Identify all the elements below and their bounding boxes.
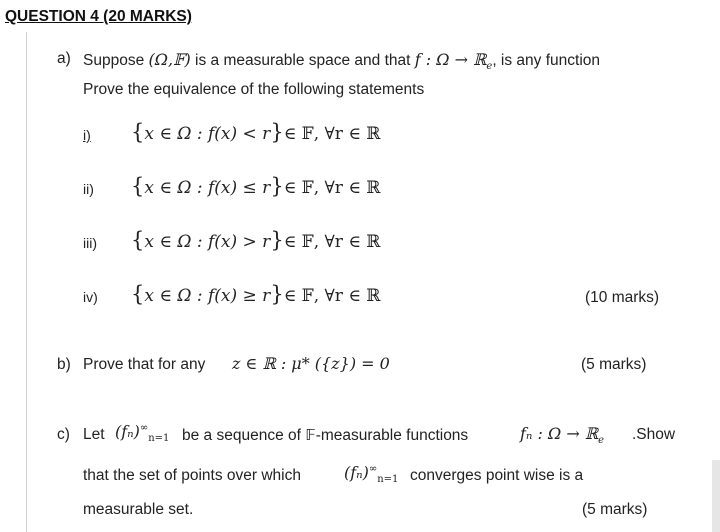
statement-1-num: i) (83, 127, 91, 143)
scroll-edge (712, 460, 720, 532)
part-c-text1: be a sequence of 𝔽-measurable functions (182, 426, 469, 444)
intro-mid: is a measurable space and that (195, 52, 411, 69)
statement-1: {x ∈ Ω : f(x) < r}∈ 𝔽, ∀r ∈ ℝ (131, 120, 381, 144)
statement-2: {x ∈ Ω : f(x) ≤ r}∈ 𝔽, ∀r ∈ ℝ (131, 174, 381, 198)
statement-3-num: iii) (83, 235, 97, 251)
intro-before: Suppose (83, 52, 145, 69)
field-symbol: 𝔽 (305, 426, 316, 444)
statement-4-num: iv) (83, 289, 98, 305)
part-c-let: Let (83, 426, 105, 443)
part-a-marks: (10 marks) (585, 289, 660, 306)
part-b-text: Prove that for any (83, 356, 206, 373)
statement-3: {x ∈ Ω : f(x) > r}∈ 𝔽, ∀r ∈ ℝ (131, 228, 381, 252)
part-c-show: .Show (632, 426, 676, 443)
part-b-marks: (5 marks) (581, 356, 647, 373)
part-c-line2a: that the set of points over which (83, 467, 301, 484)
margin-guide-line (26, 32, 27, 532)
part-c-label: c) (57, 426, 70, 443)
part-a-line2: Prove the equivalence of the following statements (83, 81, 425, 98)
statement-2-num: ii) (83, 181, 94, 197)
measurable-space: (Ω,𝔽) (148, 50, 191, 69)
question-heading: QUESTION 4 (20 MARKS) (5, 8, 192, 25)
function-def: f : Ω → ℝ$_e$ (414, 50, 493, 73)
part-c-line2b: converges point wise is a (410, 467, 584, 484)
part-b-math: z ∈ ℝ : μ* ({z}) = 0 (232, 354, 390, 373)
part-c-line3: measurable set. (83, 501, 194, 518)
part-a-label: a) (57, 50, 71, 67)
part-c-function: fₙ : Ω → ℝ$_e$ (520, 424, 605, 447)
sequence-symbol: $(f_n)^\infty_{n=1}$ (115, 422, 170, 445)
intro-after: , is any function (492, 52, 601, 69)
part-c-marks: (5 marks) (582, 501, 648, 518)
sequence-symbol-2: $(f_n)^\infty_{n=1}$ (344, 463, 399, 486)
part-a-intro (83, 50, 600, 72)
part-b-label: b) (57, 356, 71, 373)
statement-4: {x ∈ Ω : f(x) ≥ r}∈ 𝔽, ∀r ∈ ℝ (131, 282, 381, 306)
